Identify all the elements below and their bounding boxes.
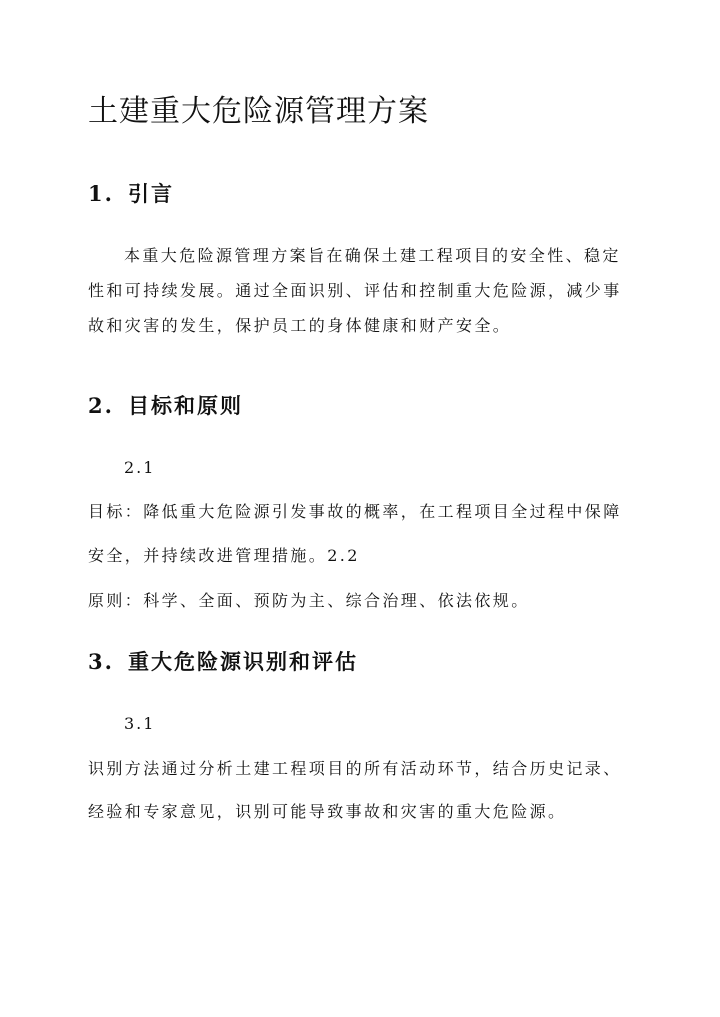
section-2-goal-line: 目标：降低重大危险源引发事故的概率，在工程项目全过程中保障: [88, 502, 622, 521]
section-3-heading: [88, 646, 358, 676]
section-3-number: 3.: [88, 649, 114, 674]
section-1-title: 引言: [128, 181, 174, 206]
section-3-method-line-continued: 经验和专家意见，识别可能导致事故和灾害的重大危险源。: [88, 802, 567, 821]
section-3-method-line: 识别方法通过分析土建工程项目的所有活动环节，结合历史记录、: [88, 759, 622, 778]
section-2-principle-line: 原则：科学、全面、预防为主、综合治理、依法依规。: [88, 591, 530, 610]
section-2-number: 2.: [88, 393, 114, 418]
section-2-goal-line-continued: 安全，并持续改进管理措施。2.2: [88, 546, 360, 565]
section-2-heading: [88, 390, 243, 420]
section-1-heading: [88, 178, 174, 208]
section-3-title: 重大危险源识别和评估: [128, 649, 358, 674]
section-1-paragraph: 本重大危险源管理方案旨在确保土建工程项目的安全性、稳定性和可持续发展。通过全面识别、评估和控制重大危险源，减少事故和灾害的发生，保护员工的身体健康和财产安全。: [88, 246, 622, 335]
section-2-title: 目标和原则: [128, 393, 243, 418]
section-3-1-number: 3.1: [124, 714, 156, 733]
section-2-1-number: 2.1: [124, 458, 156, 477]
section-1-number: 1.: [88, 181, 114, 206]
document-title: 土建重大危险源管理方案: [88, 94, 429, 129]
